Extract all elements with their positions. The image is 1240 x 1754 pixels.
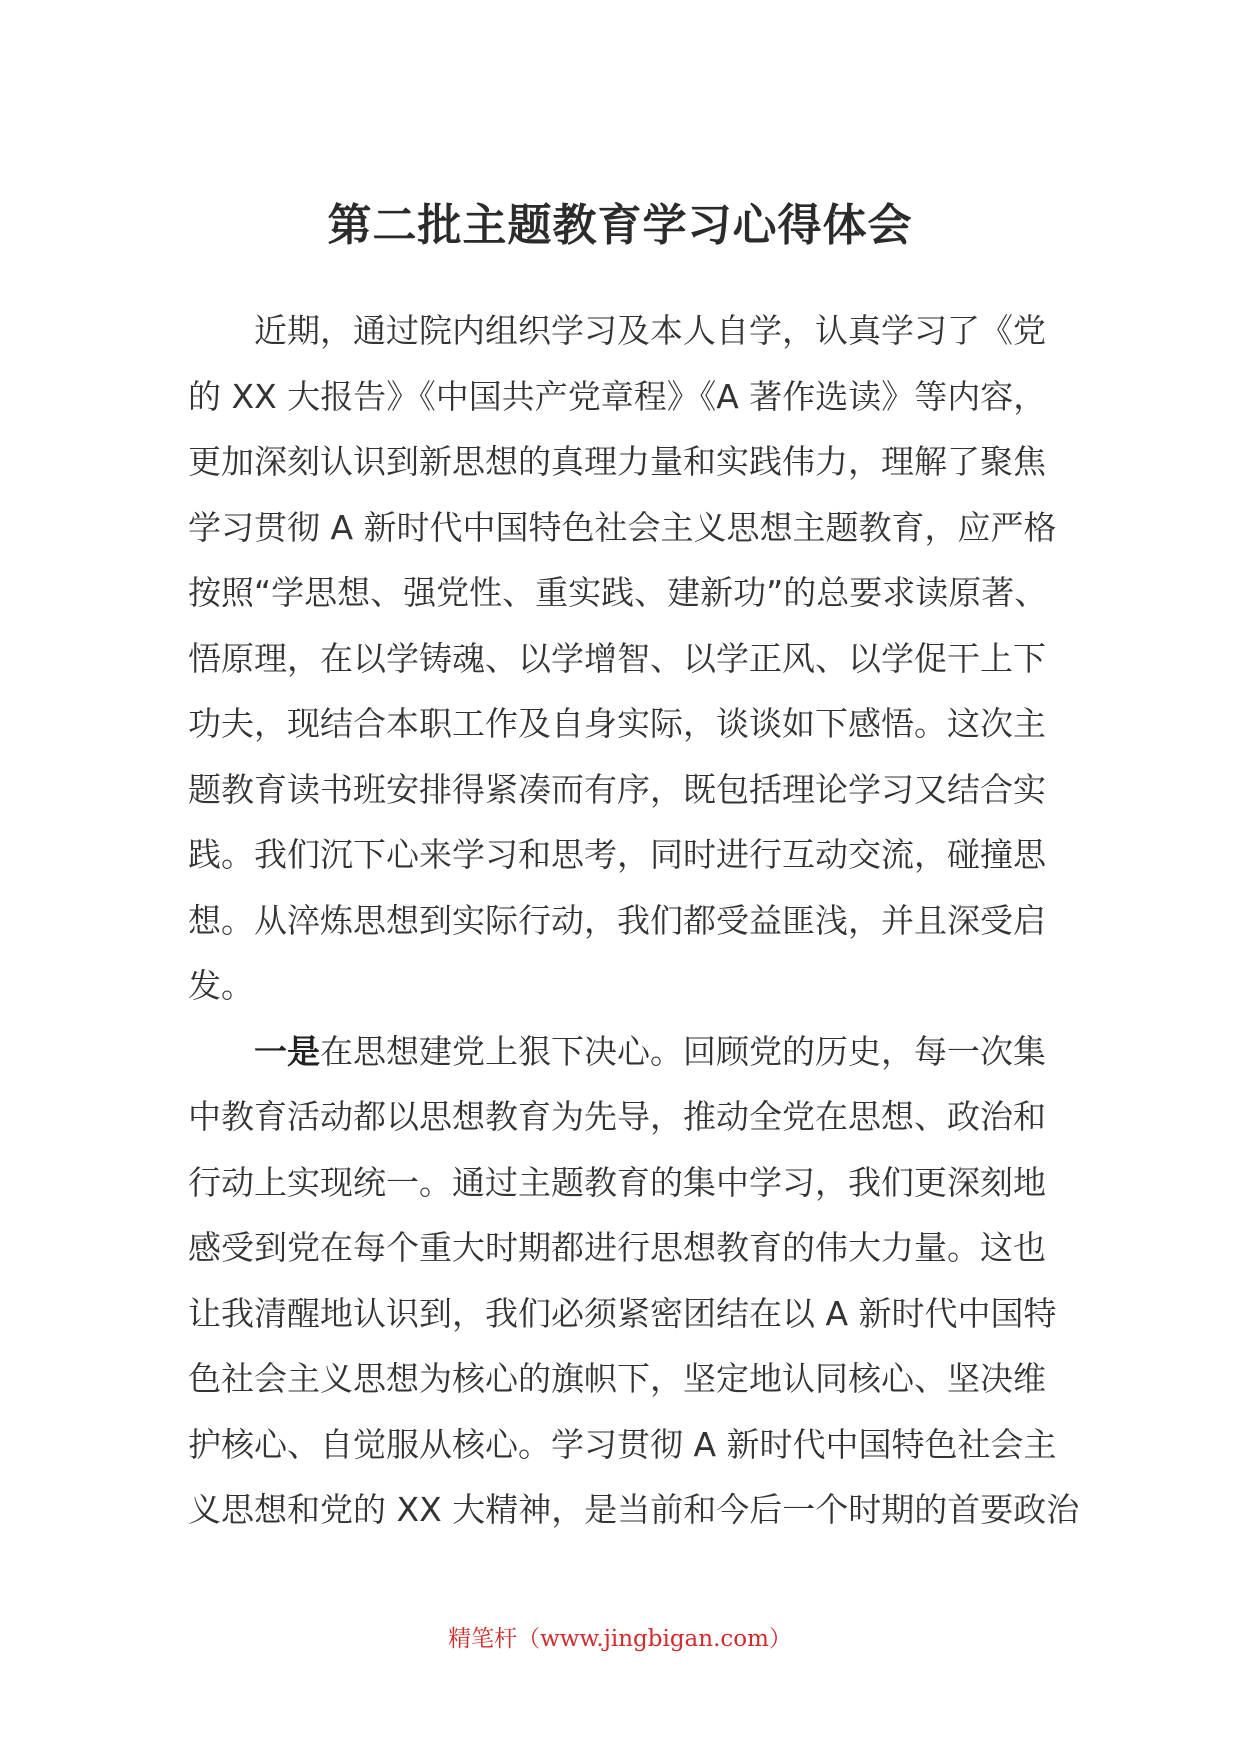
paragraph-point-one <box>188 1019 1080 1543</box>
paragraph-line: 更加深刻认识到新思想的真理力量和实践伟力，理解了聚焦 <box>188 442 1046 481</box>
paragraph-line <box>188 1019 1053 1085</box>
paragraph-line: 感受到党在每个重大时期都进行思想教育的伟大力量。这也 <box>188 1228 1046 1267</box>
paragraph-line: 悟原理，在以学铸魂、以学增智、以学正风、以学促干上下 <box>188 638 1046 678</box>
paragraph-line: 功夫，现结合本职工作及自身实际，谈谈如下感悟。这次主 <box>188 704 1046 743</box>
point-text: 在思想建党上狠下决心。回顾党的历史，每一次集 <box>320 1031 1046 1071</box>
paragraph-line: 行动上实现统一。通过主题教育的集中学习，我们更深刻地 <box>188 1162 1046 1202</box>
paragraph-line: 践。我们沉下心来学习和思考，同时进行互动交流，碰撞思 <box>188 835 1046 874</box>
paragraph-line: 让我清醒地认识到，我们必须紧密团结在以 A 新时代中国特 <box>188 1293 1057 1333</box>
paragraph-line: 发。 <box>188 966 254 1005</box>
point-lead: 一是 <box>254 1031 320 1071</box>
paragraph-intro <box>188 298 1057 1019</box>
paragraph-line: 色社会主义思想为核心的旗帜下，坚定地认同核心、坚决维 <box>188 1359 1046 1398</box>
paragraph-line: 护核心、自觉服从核心。学习贯彻 A 新时代中国特色社会主 <box>188 1424 1057 1464</box>
paragraph-line: 近期，通过院内组织学习及本人自学，认真学习了《党 <box>254 311 1046 350</box>
paragraph-line: 题教育读书班安排得紧凑而有序，既包括理论学习又结合实 <box>188 769 1046 809</box>
document-body <box>188 298 1080 1543</box>
paragraph-line: 想。从淬炼思想到实际行动，我们都受益匪浅，并且深受启 <box>188 900 1046 940</box>
paragraph-line: 按照“学思想、强党性、重实践、建新功”的总要求读原著、 <box>188 573 1048 612</box>
paragraph-line: 中教育活动都以思想教育为先导，推动全党在思想、政治和 <box>188 1097 1046 1136</box>
paragraph-line: 义思想和党的 XX 大精神，是当前和今后一个时期的首要政治 <box>188 1490 1080 1529</box>
paragraph-line: 学习贯彻 A 新时代中国特色社会主义思想主题教育，应严格 <box>188 507 1057 547</box>
paragraph-line: 的 XX 大报告》《中国共产党章程》《A 著作选读》等内容， <box>188 376 1047 416</box>
document-title: 第二批主题教育学习心得体会 <box>327 200 913 251</box>
footer-watermark: 精笔杆（www.jingbigan.com） <box>448 1626 792 1652</box>
